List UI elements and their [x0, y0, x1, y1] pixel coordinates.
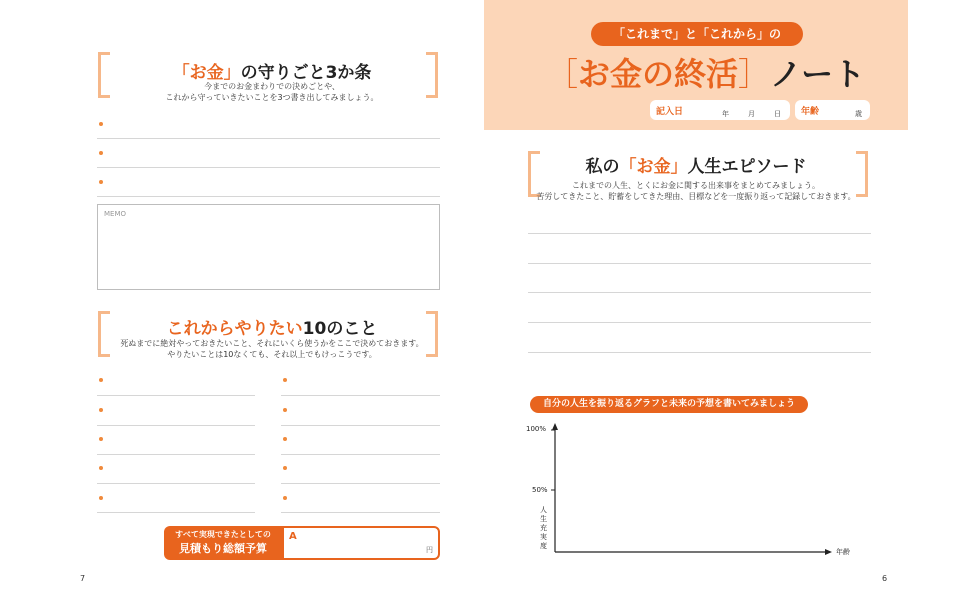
bucket-title — [60, 314, 484, 339]
write-line[interactable] — [528, 233, 871, 234]
rules-description — [60, 81, 484, 103]
x-axis-arrow — [825, 549, 832, 555]
main-title — [546, 52, 865, 96]
bullet-dot — [283, 496, 287, 500]
x-axis-label: 年齢 — [836, 548, 850, 556]
write-line[interactable] — [281, 483, 440, 484]
rules-desc-line2: これから守っていきたいことを3つ書き出してみましょう。 — [165, 93, 379, 102]
y-axis-label: 人生充実度 — [540, 506, 547, 550]
budget-label-line1: すべて実現できたとしての — [175, 530, 271, 539]
bullet-dot — [283, 378, 287, 382]
rules-title — [60, 58, 484, 83]
life-graph-axes[interactable] — [544, 420, 844, 560]
rules-desc-line1: 今までのお金まわりでの決めごとや、 — [204, 82, 340, 91]
write-line[interactable] — [528, 292, 871, 293]
write-line[interactable] — [97, 483, 255, 484]
title-bracket-open: ［ — [546, 55, 579, 93]
month-unit: 月 — [748, 110, 755, 118]
memo-label: MEMO — [104, 210, 127, 218]
budget-mark: A — [289, 531, 297, 542]
bullet-dot — [99, 496, 103, 500]
bullet-dot — [99, 122, 103, 126]
episode-title-b: 人生エピソード — [687, 157, 807, 177]
budget-unit: 円 — [426, 546, 433, 554]
budget-label — [164, 526, 282, 560]
y-tick-100: 100% — [526, 425, 547, 433]
bullet-dot — [99, 378, 103, 382]
bucket-title-orange: これからやりたい — [166, 319, 303, 339]
write-line[interactable] — [281, 454, 440, 455]
page-number: 7 — [80, 574, 86, 583]
bucket-title-rest: 10のこと — [302, 319, 378, 339]
y-tick-50: 50% — [532, 486, 548, 494]
year-unit: 年 — [722, 110, 729, 118]
episode-description — [484, 180, 908, 202]
entry-date-box[interactable] — [650, 100, 790, 120]
bullet-dot — [99, 466, 103, 470]
left-page — [60, 0, 484, 598]
budget-input[interactable] — [282, 526, 440, 560]
bullet-dot — [99, 180, 103, 184]
bullet-dot — [99, 151, 103, 155]
write-line[interactable] — [97, 512, 255, 513]
budget-label-line2: 見積もり総額予算 — [179, 542, 267, 555]
age-unit: 歳 — [855, 110, 862, 118]
bucket-desc-line1: 死ぬまでに絶対やっておきたいこと、それにいくら使うかをここで決めておきます。 — [120, 339, 424, 348]
episode-title-quote: 「お金」 — [619, 157, 688, 177]
write-line[interactable] — [528, 263, 871, 264]
memo-box[interactable] — [97, 204, 440, 290]
bullet-dot — [283, 408, 287, 412]
day-unit: 日 — [774, 110, 781, 118]
bullet-dot — [99, 437, 103, 441]
rules-title-quote: 「お金」 — [172, 63, 241, 83]
write-line[interactable] — [97, 454, 255, 455]
bucket-desc-line2: やりたいことは10なくても、それ以上でもけっこうです。 — [167, 350, 377, 359]
bullet-dot — [283, 437, 287, 441]
bucket-description — [60, 338, 484, 360]
page-number: 6 — [882, 574, 888, 583]
episode-desc-line1: これまでの人生、とくにお金に関する出来事をまとめてみましょう。 — [572, 181, 820, 190]
write-line[interactable] — [97, 196, 440, 197]
date-label: 記入日 — [656, 107, 684, 117]
title-orange: お金の終活 — [578, 55, 739, 93]
write-line[interactable] — [281, 395, 440, 396]
write-line[interactable] — [281, 425, 440, 426]
graph-pill: 自分の人生を振り返るグラフと未来の予想を書いてみましょう — [530, 396, 808, 413]
header-pill: 「これまで」と「これから」の — [591, 22, 803, 46]
rules-title-rest: の守りごと3か条 — [240, 63, 372, 83]
write-line[interactable] — [97, 138, 440, 139]
title-bracket-close: ］ — [738, 55, 771, 93]
write-line[interactable] — [97, 395, 255, 396]
bullet-dot — [99, 408, 103, 412]
age-label: 年齢 — [801, 107, 820, 117]
age-box[interactable] — [795, 100, 870, 120]
episode-title-a: 私の — [585, 157, 620, 177]
right-page — [484, 0, 908, 598]
y-axis-arrow — [552, 423, 558, 430]
episode-desc-line2: 苦労してきたこと、貯蓄をしてきた理由、目標などを一度振り返って記録しておきます。 — [536, 192, 856, 201]
write-line[interactable] — [97, 167, 440, 168]
write-line[interactable] — [528, 322, 871, 323]
title-rest: ノート — [770, 55, 866, 93]
episode-title — [484, 152, 908, 177]
write-line[interactable] — [97, 425, 255, 426]
bullet-dot — [283, 466, 287, 470]
write-line[interactable] — [281, 512, 440, 513]
write-line[interactable] — [528, 352, 871, 353]
